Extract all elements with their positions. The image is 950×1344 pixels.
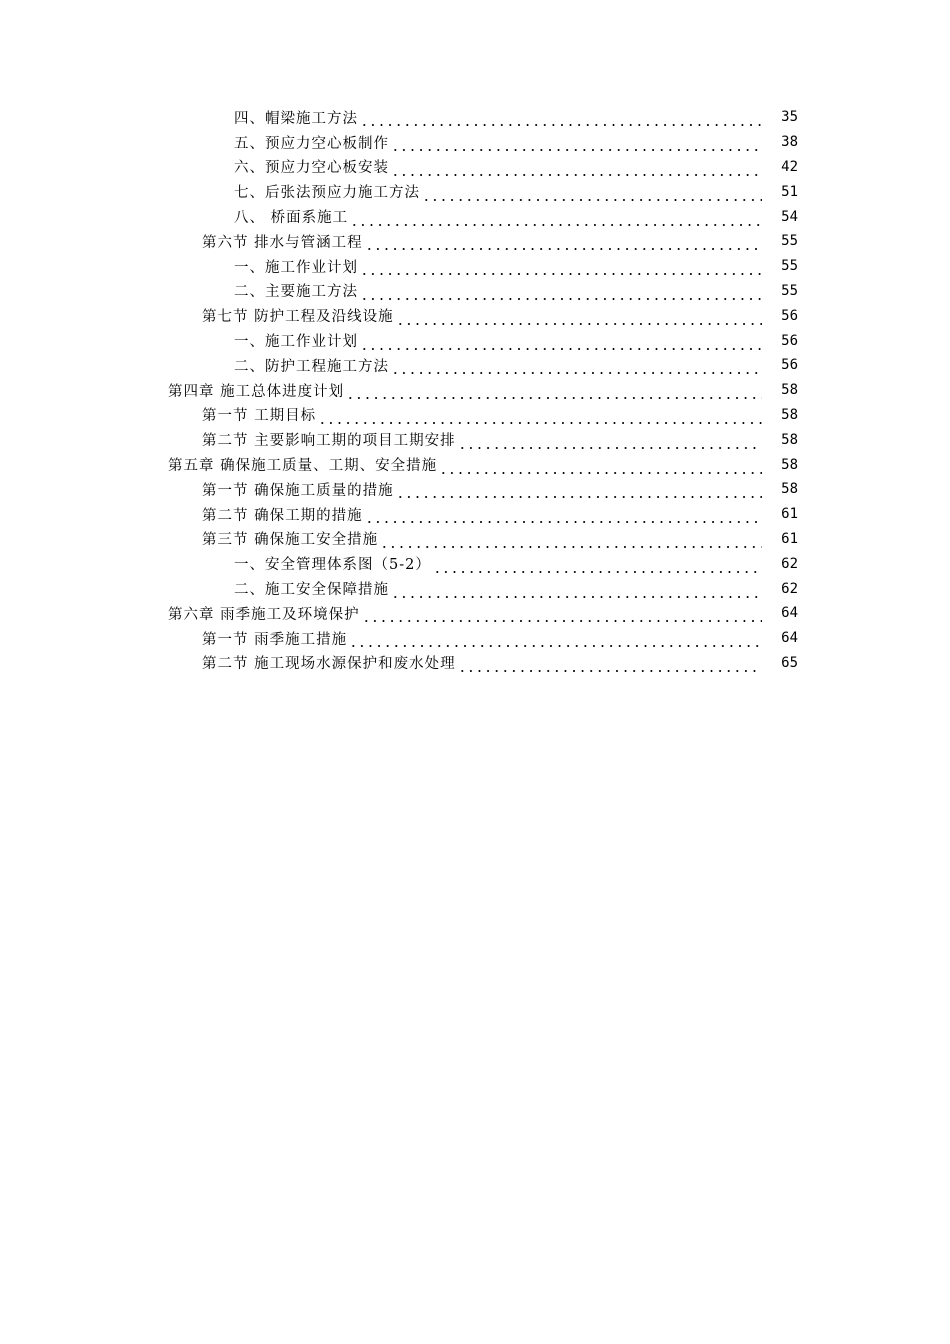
- toc-entry-page: 64: [781, 605, 798, 622]
- toc-entry-page: 35: [781, 109, 798, 126]
- toc-entry-label: 八、 桥面系施工: [234, 210, 349, 227]
- dot-leader: [346, 384, 762, 400]
- toc-entry-label: 第四章 施工总体进度计划: [168, 383, 345, 400]
- toc-entry[interactable]: [0, 403, 950, 428]
- dot-leader: [360, 260, 762, 276]
- table-of-contents: [0, 105, 950, 675]
- toc-entry-label: 一、安全管理体系图（5-2）: [234, 557, 431, 574]
- toc-entry[interactable]: [0, 179, 950, 204]
- toc-entry-page: 42: [781, 158, 798, 175]
- toc-entry-label: 二、防护工程施工方法: [234, 358, 389, 375]
- toc-entry-label: 七、后张法预应力施工方法: [234, 185, 420, 202]
- toc-entry-label: 五、预应力空心板制作: [234, 135, 389, 152]
- dot-leader: [360, 285, 762, 301]
- toc-entry-page: 55: [781, 282, 798, 299]
- toc-entry[interactable]: [0, 204, 950, 229]
- dot-leader: [365, 235, 762, 251]
- toc-entry-page: 56: [781, 307, 798, 324]
- toc-entry[interactable]: [0, 452, 950, 477]
- dot-leader: [439, 459, 762, 475]
- dot-leader: [380, 533, 762, 549]
- toc-entry[interactable]: [0, 378, 950, 403]
- dot-leader: [391, 359, 762, 375]
- toc-entry[interactable]: [0, 130, 950, 155]
- toc-entry-label: 二、施工安全保障措施: [234, 582, 389, 599]
- dot-leader: [433, 558, 762, 574]
- toc-entry[interactable]: [0, 502, 950, 527]
- toc-entry-page: 58: [781, 406, 798, 423]
- toc-entry-page: 61: [781, 506, 798, 523]
- toc-entry[interactable]: [0, 477, 950, 502]
- toc-entry-label: 第三节 确保施工安全措施: [202, 532, 379, 549]
- toc-entry[interactable]: [0, 353, 950, 378]
- toc-entry-page: 58: [781, 456, 798, 473]
- toc-entry-page: 65: [781, 654, 798, 671]
- toc-entry-label: 二、主要施工方法: [234, 284, 358, 301]
- dot-leader: [391, 161, 762, 177]
- dot-leader: [422, 186, 762, 202]
- dot-leader: [391, 583, 762, 599]
- toc-entry-label: 第五章 确保施工质量、工期、安全措施: [168, 458, 438, 475]
- toc-entry-page: 55: [781, 258, 798, 275]
- toc-entry-page: 61: [781, 530, 798, 547]
- toc-entry[interactable]: [0, 576, 950, 601]
- toc-entry-page: 58: [781, 382, 798, 399]
- toc-entry-page: 58: [781, 431, 798, 448]
- toc-entry-label: 第一节 雨季施工措施: [202, 631, 348, 648]
- toc-entry-page: 55: [781, 233, 798, 250]
- toc-entry-page: 62: [781, 555, 798, 572]
- dot-leader: [360, 335, 762, 351]
- toc-entry-page: 64: [781, 630, 798, 647]
- toc-entry[interactable]: [0, 303, 950, 328]
- toc-entry-page: 38: [781, 134, 798, 151]
- toc-entry-label: 第六节 排水与管涵工程: [202, 234, 363, 251]
- toc-entry[interactable]: [0, 328, 950, 353]
- toc-entry-label: 第二节 主要影响工期的项目工期安排: [202, 433, 456, 450]
- dot-leader: [318, 409, 762, 425]
- toc-entry-label: 一、施工作业计划: [234, 334, 358, 351]
- dot-leader: [349, 632, 762, 648]
- toc-entry-page: 56: [781, 332, 798, 349]
- toc-entry[interactable]: [0, 155, 950, 180]
- toc-entry-label: 第六章 雨季施工及环境保护: [168, 606, 360, 623]
- toc-entry-label: 第一节 确保施工质量的措施: [202, 482, 394, 499]
- dot-leader: [360, 111, 762, 127]
- toc-entry-label: 一、施工作业计划: [234, 259, 358, 276]
- toc-entry[interactable]: [0, 279, 950, 304]
- toc-entry[interactable]: [0, 527, 950, 552]
- toc-entry-label: 四、帽梁施工方法: [234, 110, 358, 127]
- toc-entry-label: 第二节 确保工期的措施: [202, 507, 363, 524]
- toc-entry[interactable]: [0, 254, 950, 279]
- toc-entry[interactable]: [0, 427, 950, 452]
- toc-entry-page: 62: [781, 580, 798, 597]
- toc-entry-label: 第二节 施工现场水源保护和废水处理: [202, 656, 456, 673]
- dot-leader: [391, 136, 762, 152]
- toc-entry[interactable]: [0, 626, 950, 651]
- dot-leader: [396, 483, 762, 499]
- dot-leader: [350, 211, 762, 227]
- toc-entry-page: 51: [781, 183, 798, 200]
- toc-entry[interactable]: [0, 229, 950, 254]
- toc-entry-page: 56: [781, 357, 798, 374]
- toc-entry[interactable]: [0, 105, 950, 130]
- toc-entry[interactable]: [0, 551, 950, 576]
- toc-entry-page: 54: [781, 208, 798, 225]
- toc-entry-page: 58: [781, 481, 798, 498]
- dot-leader: [396, 310, 762, 326]
- toc-entry[interactable]: [0, 651, 950, 676]
- dot-leader: [458, 434, 762, 450]
- dot-leader: [362, 607, 762, 623]
- toc-entry-label: 第一节 工期目标: [202, 408, 317, 425]
- toc-entry-label: 六、预应力空心板安装: [234, 160, 389, 177]
- dot-leader: [365, 508, 762, 524]
- dot-leader: [458, 657, 762, 673]
- toc-entry[interactable]: [0, 601, 950, 626]
- toc-entry-label: 第七节 防护工程及沿线设施: [202, 309, 394, 326]
